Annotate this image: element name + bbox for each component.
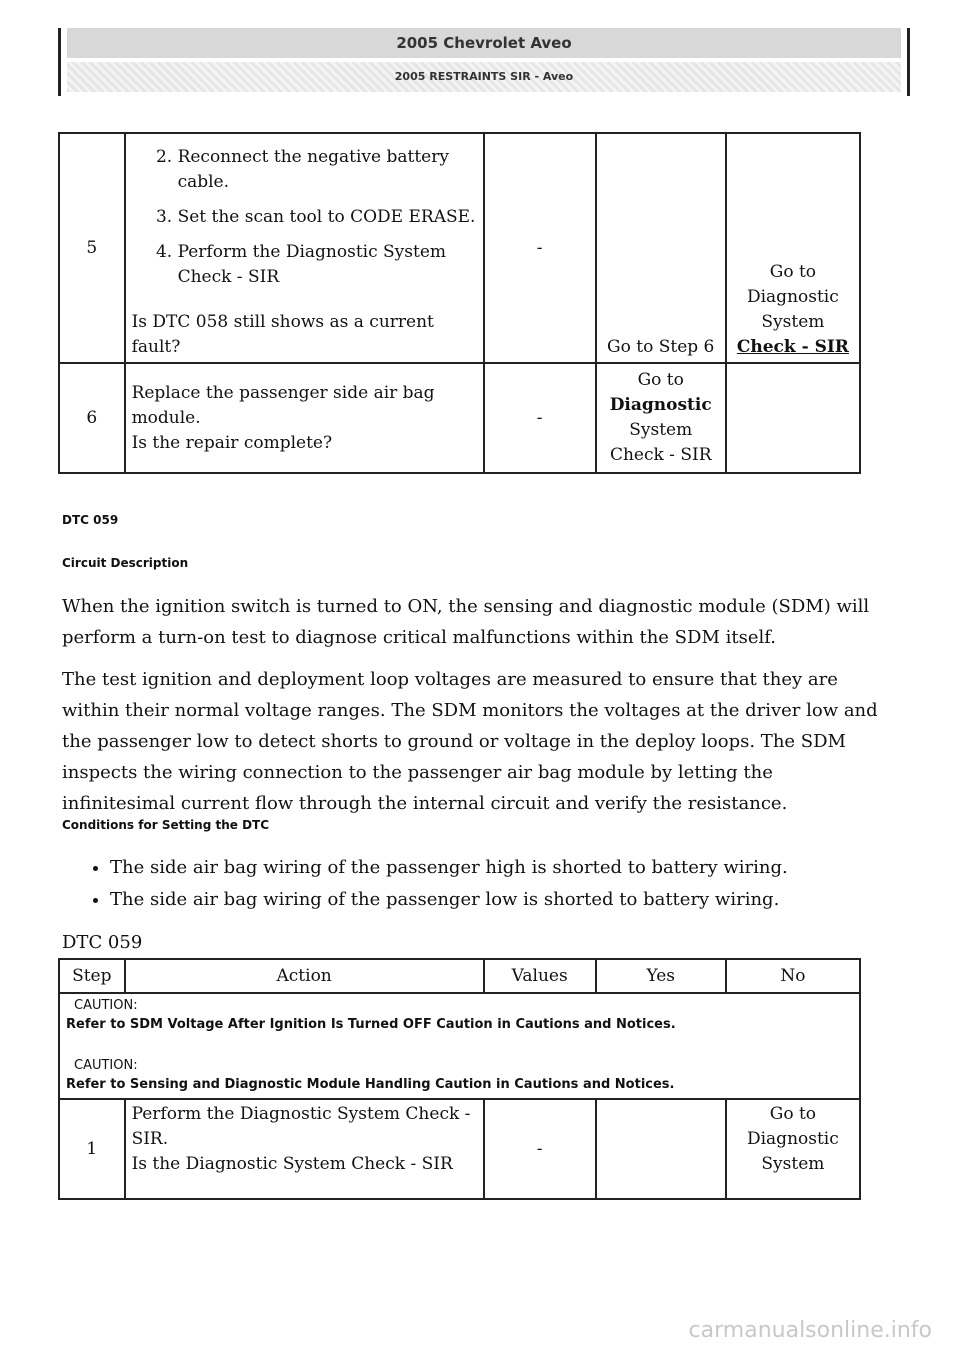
no-line: Go to bbox=[769, 262, 817, 282]
yes-line: Check - SIR bbox=[609, 445, 712, 465]
go-to-step-6-text: Go to Step 6 bbox=[607, 337, 715, 357]
conditions-list bbox=[62, 852, 930, 916]
paragraph: The test ignition and deployment loop voltages are measured to ensure that they are within their normal voltage ranges. The SDM monitors the voltages at the driver low and the passenger low to detect shorts to ground or voltage in the deploy loops. The SDM inspects the wiring connection to the passenger air bag module by letting the infinitesimal current flow through the internal circuit and verify the resistance. bbox=[62, 669, 878, 814]
values-cell: - bbox=[484, 363, 596, 473]
yes-cell bbox=[596, 133, 726, 363]
caution-row bbox=[59, 993, 860, 1099]
action-cell bbox=[125, 363, 484, 473]
question-text: Is the repair complete? bbox=[131, 432, 333, 453]
caution-label: CAUTION: bbox=[74, 1058, 138, 1073]
no-cell bbox=[726, 1099, 860, 1199]
step-number: 5 bbox=[59, 133, 125, 363]
table-row bbox=[59, 133, 860, 363]
no-line: System bbox=[761, 1154, 825, 1174]
table-row bbox=[59, 363, 860, 473]
values-cell: - bbox=[484, 133, 596, 363]
circuit-description-heading: Circuit Description bbox=[62, 556, 189, 570]
column-header-action: Action bbox=[125, 959, 484, 993]
dtc-058-table-continued bbox=[58, 132, 861, 474]
header-subtitle: 2005 RESTRAINTS SIR - Aveo bbox=[67, 62, 901, 92]
no-line: System bbox=[761, 312, 825, 332]
action-list bbox=[132, 145, 477, 290]
yes-cell bbox=[596, 363, 726, 473]
question-text: Is DTC 058 still shows as a current fault? bbox=[131, 312, 434, 357]
action-text: Replace the passenger side air bag module. bbox=[131, 382, 435, 428]
no-line: Go to bbox=[769, 1104, 817, 1124]
step-number: 1 bbox=[59, 1099, 125, 1199]
action-cell bbox=[125, 1099, 484, 1199]
action-cell bbox=[125, 133, 484, 363]
list-item: 3. Set the scan tool to CODE ERASE. bbox=[178, 205, 477, 230]
table-caption: DTC 059 bbox=[62, 932, 143, 953]
column-header-no: No bbox=[726, 959, 860, 993]
dtc-heading: DTC 059 bbox=[62, 513, 119, 527]
caution-cell bbox=[59, 993, 860, 1099]
column-header-yes: Yes bbox=[596, 959, 726, 993]
conditions-heading: Conditions for Setting the DTC bbox=[62, 818, 270, 832]
caution-label: CAUTION: bbox=[74, 998, 138, 1013]
caution-text: Refer to Sensing and Diagnostic Module Handling Caution in Cautions and Notices. bbox=[66, 1077, 675, 1092]
no-line: Diagnostic bbox=[746, 1129, 839, 1149]
dtc-059-table bbox=[58, 958, 861, 1200]
list-item: 4. Perform the Diagnostic System Check - SIR bbox=[178, 240, 477, 290]
table-row bbox=[59, 1099, 860, 1199]
values-cell: - bbox=[484, 1099, 596, 1199]
table-header-row bbox=[59, 959, 860, 993]
no-line: Diagnostic bbox=[746, 287, 839, 307]
no-cell bbox=[726, 133, 860, 363]
page-header bbox=[58, 28, 910, 96]
list-item: 2. Reconnect the negative battery cable. bbox=[178, 145, 477, 195]
watermark: carmanualsonline.info bbox=[688, 1318, 932, 1343]
action-text: Perform the Diagnostic System Check - SIR. bbox=[131, 1104, 471, 1149]
diagnostic-system-check-link[interactable]: Check - SIR bbox=[736, 337, 849, 357]
yes-line: System bbox=[629, 420, 693, 440]
yes-line: Go to bbox=[637, 370, 684, 390]
list-item: • The side air bag wiring of the passenger low is shorted to battery wiring. bbox=[110, 884, 930, 916]
question-text: Is the Diagnostic System Check - SIR bbox=[131, 1154, 453, 1174]
list-item: • The side air bag wiring of the passenger high is shorted to battery wiring. bbox=[110, 852, 930, 884]
paragraph: When the ignition switch is turned to ON, the sensing and diagnostic module (SDM) will perform a turn-on test to diagnose critical malfunctions within the SDM itself. bbox=[62, 596, 870, 648]
yes-line: Diagnostic bbox=[609, 395, 712, 415]
caution-text: Refer to SDM Voltage After Ignition Is Turned OFF Caution in Cautions and Notices. bbox=[66, 1017, 676, 1032]
column-header-step: Step bbox=[59, 959, 125, 993]
column-header-values: Values bbox=[484, 959, 596, 993]
no-cell-empty bbox=[726, 363, 860, 473]
header-title: 2005 Chevrolet Aveo bbox=[67, 28, 901, 58]
step-number: 6 bbox=[59, 363, 125, 473]
yes-cell-empty bbox=[596, 1099, 726, 1199]
